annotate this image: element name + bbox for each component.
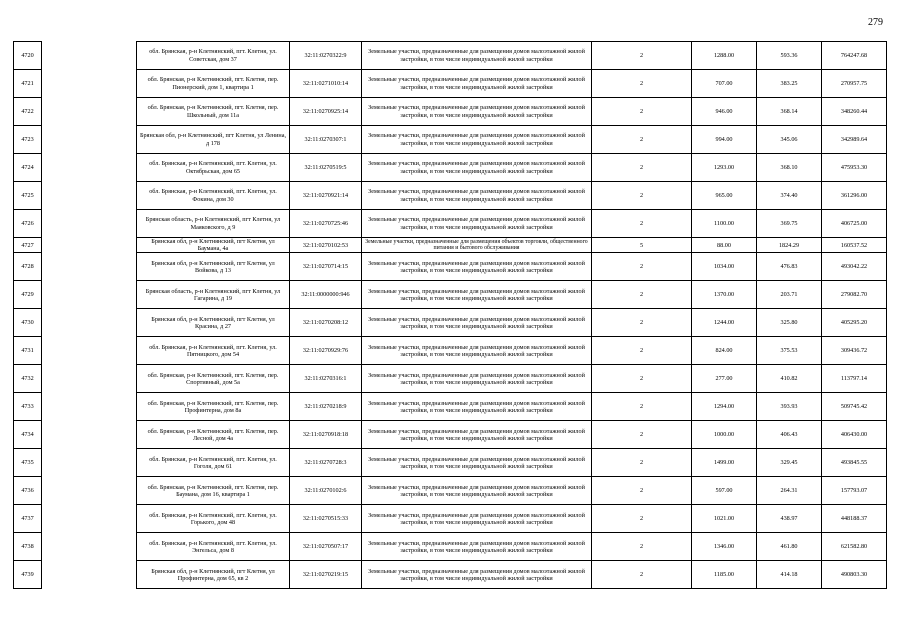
cadastral-value-cell: 157793.07 xyxy=(822,477,887,505)
area-cell: 824.00 xyxy=(692,337,757,365)
address-cell: Брянская обл, р-н Клетнянский, пгт Клетня, ул Красина, д 27 xyxy=(137,309,290,337)
cadastral-value-cell: 475953.30 xyxy=(822,154,887,182)
cadastral-value-cell: 406430.00 xyxy=(822,421,887,449)
cadastral-value-cell: 493042.22 xyxy=(822,253,887,281)
specific-value-cell: 264.31 xyxy=(757,477,822,505)
specific-value-cell: 369.75 xyxy=(757,210,822,238)
group-cell: 2 xyxy=(592,42,692,70)
group-cell: 2 xyxy=(592,449,692,477)
cadastral-value-cell: 342989.64 xyxy=(822,126,887,154)
table-row xyxy=(14,253,887,281)
cadastral-value-cell: 160537.52 xyxy=(822,238,887,253)
cadastral-number-cell: 32:11:0270725:46 xyxy=(290,210,362,238)
specific-value-cell: 368.14 xyxy=(757,98,822,126)
area-cell: 88.00 xyxy=(692,238,757,253)
address-cell: обл. Брянская, р-н Клетнянский, пгт. Клетня, пер. Баумана, дом 16, квартира 1 xyxy=(137,477,290,505)
blank-cell xyxy=(42,505,137,533)
address-cell: обл. Брянская, р-н Клетнянский, пгт. Клетня, пер. Пионерский, дом 1, квартира 1 xyxy=(137,70,290,98)
blank-cell xyxy=(42,154,137,182)
cadastral-number-cell: 32:11:0270322:9 xyxy=(290,42,362,70)
address-cell: обл. Брянская, р-н Клетнянский, пгт. Клетня, ул. Октябрьская, дом 65 xyxy=(137,154,290,182)
cadastral-value-cell: 270957.75 xyxy=(822,70,887,98)
table-row xyxy=(14,365,887,393)
land-use-cell: Земельные участки, предназначенные для размещения объектов торговли, общественного питания и бытового обслуживания xyxy=(362,238,592,253)
area-cell: 1021.00 xyxy=(692,505,757,533)
specific-value-cell: 438.97 xyxy=(757,505,822,533)
table-row xyxy=(14,477,887,505)
specific-value-cell: 345.06 xyxy=(757,126,822,154)
area-cell: 1244.00 xyxy=(692,309,757,337)
cadastral-number-cell: 32:11:0270728:3 xyxy=(290,449,362,477)
cadastral-number-cell: 32:11:0270921:14 xyxy=(290,182,362,210)
area-cell: 965.00 xyxy=(692,182,757,210)
land-use-cell: Земельные участки, предназначенные для размещения домов малоэтажной жилой застройки, в том числе индивидуальной жилой застройки xyxy=(362,449,592,477)
area-cell: 1185.00 xyxy=(692,561,757,589)
address-cell: Брянская обл, р-н Клетнянский, пгт Клетня, ул Профинтерна, дом 65, кв 2 xyxy=(137,561,290,589)
table-row xyxy=(14,561,887,589)
land-use-cell: Земельные участки, предназначенные для размещения домов малоэтажной жилой застройки, в том числе индивидуальной жилой застройки xyxy=(362,505,592,533)
cadastral-value-cell: 490803.30 xyxy=(822,561,887,589)
cadastral-value-cell: 764247.68 xyxy=(822,42,887,70)
area-cell: 1000.00 xyxy=(692,421,757,449)
area-cell: 1288.00 xyxy=(692,42,757,70)
row-number: 4722 xyxy=(14,98,42,126)
table-row xyxy=(14,126,887,154)
blank-cell xyxy=(42,449,137,477)
address-cell: обл. Брянская, р-н Клетнянский, пгт. Клетня, ул. Фокина, дом 30 xyxy=(137,182,290,210)
row-number: 4737 xyxy=(14,505,42,533)
table-row xyxy=(14,393,887,421)
group-cell: 2 xyxy=(592,421,692,449)
address-cell: Брянская обл, р-н Клетнянский, пгт Клетня, ул Баумана, 4а xyxy=(137,238,290,253)
table-row xyxy=(14,421,887,449)
row-number: 4723 xyxy=(14,126,42,154)
group-cell: 2 xyxy=(592,182,692,210)
cadastral-value-cell: 406725.00 xyxy=(822,210,887,238)
area-cell: 1034.00 xyxy=(692,253,757,281)
row-number: 4738 xyxy=(14,533,42,561)
blank-cell xyxy=(42,42,137,70)
address-cell: обл. Брянская, р-н Клетнянский, пгт. Клетня, пер. Школьный, дом 11а xyxy=(137,98,290,126)
cadastral-value-cell: 448188.37 xyxy=(822,505,887,533)
group-cell: 2 xyxy=(592,281,692,309)
group-cell: 2 xyxy=(592,561,692,589)
specific-value-cell: 329.45 xyxy=(757,449,822,477)
table-row xyxy=(14,337,887,365)
table-row xyxy=(14,154,887,182)
area-cell: 994.00 xyxy=(692,126,757,154)
cadastral-number-cell: 32:11:0270208:12 xyxy=(290,309,362,337)
specific-value-cell: 375.53 xyxy=(757,337,822,365)
group-cell: 2 xyxy=(592,393,692,421)
address-cell: обл. Брянская, р-н Клетнянский, пгт. Клетня, ул. Советская, дом 37 xyxy=(137,42,290,70)
cadastral-value-cell: 348260.44 xyxy=(822,98,887,126)
row-number: 4721 xyxy=(14,70,42,98)
land-use-cell: Земельные участки, предназначенные для размещения домов малоэтажной жилой застройки, в том числе индивидуальной жилой застройки xyxy=(362,98,592,126)
blank-cell xyxy=(42,238,137,253)
cadastral-number-cell: 32:11:0270307:1 xyxy=(290,126,362,154)
specific-value-cell: 410.82 xyxy=(757,365,822,393)
row-number: 4720 xyxy=(14,42,42,70)
blank-cell xyxy=(42,365,137,393)
land-use-cell: Земельные участки, предназначенные для размещения домов малоэтажной жилой застройки, в том числе индивидуальной жилой застройки xyxy=(362,70,592,98)
cadastral-number-cell: 32:11:0000000:946 xyxy=(290,281,362,309)
table-body xyxy=(14,42,887,589)
group-cell: 2 xyxy=(592,337,692,365)
area-cell: 597.00 xyxy=(692,477,757,505)
specific-value-cell: 368.10 xyxy=(757,154,822,182)
area-cell: 1294.00 xyxy=(692,393,757,421)
blank-cell xyxy=(42,210,137,238)
row-number: 4739 xyxy=(14,561,42,589)
specific-value-cell: 476.83 xyxy=(757,253,822,281)
land-use-cell: Земельные участки, предназначенные для размещения домов малоэтажной жилой застройки, в том числе индивидуальной жилой застройки xyxy=(362,421,592,449)
land-use-cell: Земельные участки, предназначенные для размещения домов малоэтажной жилой застройки, в том числе индивидуальной жилой застройки xyxy=(362,337,592,365)
group-cell: 2 xyxy=(592,210,692,238)
cadastral-value-cell: 493845.55 xyxy=(822,449,887,477)
table-row xyxy=(14,210,887,238)
land-use-cell: Земельные участки, предназначенные для размещения домов малоэтажной жилой застройки, в том числе индивидуальной жилой застройки xyxy=(362,309,592,337)
address-cell: обл. Брянская, р-н Клетнянский, пгт. Клетня, пер. Спортивный, дом 5а xyxy=(137,365,290,393)
group-cell: 2 xyxy=(592,98,692,126)
blank-cell xyxy=(42,70,137,98)
cadastral-value-cell: 509745.42 xyxy=(822,393,887,421)
specific-value-cell: 374.40 xyxy=(757,182,822,210)
cadastral-number-cell: 32:11:0270929:76 xyxy=(290,337,362,365)
cadastral-value-cell: 279082.70 xyxy=(822,281,887,309)
row-number: 4731 xyxy=(14,337,42,365)
cadastral-value-cell: 405295.20 xyxy=(822,309,887,337)
blank-cell xyxy=(42,337,137,365)
cadastral-number-cell: 32:11:0270218:9 xyxy=(290,393,362,421)
address-cell: обл. Брянская, р-н Клетнянский, пгт. Клетня, ул. Пятницкого, дом 54 xyxy=(137,337,290,365)
address-cell: Брянская область, р-н Клетнянский, пгт Клетня, ул Маяковского, д 9 xyxy=(137,210,290,238)
blank-cell xyxy=(42,477,137,505)
blank-cell xyxy=(42,126,137,154)
address-cell: Брянская обл, р-н Клетнянский, пгт Клетня, ул Войкова, д 13 xyxy=(137,253,290,281)
address-cell: обл. Брянская, р-н Клетнянский, пгт. Клетня, ул. Энгельса, дом 8 xyxy=(137,533,290,561)
land-use-cell: Земельные участки, предназначенные для размещения домов малоэтажной жилой застройки, в том числе индивидуальной жилой застройки xyxy=(362,281,592,309)
land-use-cell: Земельные участки, предназначенные для размещения домов малоэтажной жилой застройки, в том числе индивидуальной жилой застройки xyxy=(362,393,592,421)
specific-value-cell: 593.36 xyxy=(757,42,822,70)
row-number: 4725 xyxy=(14,182,42,210)
group-cell: 2 xyxy=(592,309,692,337)
address-cell: обл. Брянская, р-н Клетнянский, пгт. Клетня, ул. Горького, дом 48 xyxy=(137,505,290,533)
cadastral-number-cell: 32:11:0270316:1 xyxy=(290,365,362,393)
blank-cell xyxy=(42,182,137,210)
blank-cell xyxy=(42,533,137,561)
group-cell: 2 xyxy=(592,505,692,533)
page-number: 279 xyxy=(868,17,883,28)
land-use-cell: Земельные участки, предназначенные для размещения домов малоэтажной жилой застройки, в том числе индивидуальной жилой застройки xyxy=(362,253,592,281)
area-cell: 1499.00 xyxy=(692,449,757,477)
area-cell: 1370.00 xyxy=(692,281,757,309)
row-number: 4726 xyxy=(14,210,42,238)
blank-cell xyxy=(42,561,137,589)
blank-cell xyxy=(42,421,137,449)
row-number: 4730 xyxy=(14,309,42,337)
address-cell: обл. Брянская, р-н Клетнянский, пгт. Клетня, пер. Профинтерна, дом 8а xyxy=(137,393,290,421)
table-row xyxy=(14,505,887,533)
specific-value-cell: 1824.29 xyxy=(757,238,822,253)
land-use-cell: Земельные участки, предназначенные для размещения домов малоэтажной жилой застройки, в том числе индивидуальной жилой застройки xyxy=(362,182,592,210)
row-number: 4735 xyxy=(14,449,42,477)
table-row xyxy=(14,309,887,337)
group-cell: 5 xyxy=(592,238,692,253)
blank-cell xyxy=(42,393,137,421)
group-cell: 2 xyxy=(592,533,692,561)
area-cell: 707.00 xyxy=(692,70,757,98)
cadastral-number-cell: 32:11:0270515:33 xyxy=(290,505,362,533)
area-cell: 1293.00 xyxy=(692,154,757,182)
specific-value-cell: 203.71 xyxy=(757,281,822,309)
land-use-cell: Земельные участки, предназначенные для размещения домов малоэтажной жилой застройки, в том числе индивидуальной жилой застройки xyxy=(362,561,592,589)
area-cell: 1346.00 xyxy=(692,533,757,561)
cadastral-number-cell: 32:11:0270925:14 xyxy=(290,98,362,126)
land-plot-table xyxy=(13,41,887,589)
cadastral-number-cell: 32:11:0270918:18 xyxy=(290,421,362,449)
row-number: 4732 xyxy=(14,365,42,393)
blank-cell xyxy=(42,309,137,337)
group-cell: 2 xyxy=(592,253,692,281)
cadastral-value-cell: 361296.00 xyxy=(822,182,887,210)
table-row xyxy=(14,238,887,253)
cadastral-value-cell: 621582.80 xyxy=(822,533,887,561)
cadastral-number-cell: 32:11:0270519:5 xyxy=(290,154,362,182)
row-number: 4734 xyxy=(14,421,42,449)
address-cell: обл. Брянская, р-н Клетнянский, пгт. Клетня, пер. Лесной, дом 4а xyxy=(137,421,290,449)
group-cell: 2 xyxy=(592,126,692,154)
area-cell: 1100.00 xyxy=(692,210,757,238)
row-number: 4724 xyxy=(14,154,42,182)
row-number: 4728 xyxy=(14,253,42,281)
address-cell: Брянская обл, р-н Клетнянский, пгт Клетня, ул Ленина, д 178 xyxy=(137,126,290,154)
row-number: 4733 xyxy=(14,393,42,421)
cadastral-value-cell: 309436.72 xyxy=(822,337,887,365)
cadastral-number-cell: 32:11:0270102:53 xyxy=(290,238,362,253)
group-cell: 2 xyxy=(592,477,692,505)
group-cell: 2 xyxy=(592,154,692,182)
cadastral-number-cell: 32:11:0271010:14 xyxy=(290,70,362,98)
table-row xyxy=(14,98,887,126)
group-cell: 2 xyxy=(592,365,692,393)
table-row xyxy=(14,182,887,210)
specific-value-cell: 325.80 xyxy=(757,309,822,337)
land-use-cell: Земельные участки, предназначенные для размещения домов малоэтажной жилой застройки, в том числе индивидуальной жилой застройки xyxy=(362,533,592,561)
table-row xyxy=(14,42,887,70)
address-cell: Брянская область, р-н Клетнянский, пгт Клетня, ул Гагарина, д 19 xyxy=(137,281,290,309)
land-use-cell: Земельные участки, предназначенные для размещения домов малоэтажной жилой застройки, в том числе индивидуальной жилой застройки xyxy=(362,365,592,393)
area-cell: 277.00 xyxy=(692,365,757,393)
land-use-cell: Земельные участки, предназначенные для размещения домов малоэтажной жилой застройки, в том числе индивидуальной жилой застройки xyxy=(362,477,592,505)
table-row xyxy=(14,533,887,561)
blank-cell xyxy=(42,98,137,126)
specific-value-cell: 414.18 xyxy=(757,561,822,589)
row-number: 4736 xyxy=(14,477,42,505)
row-number: 4727 xyxy=(14,238,42,253)
blank-cell xyxy=(42,253,137,281)
table-row xyxy=(14,449,887,477)
cadastral-number-cell: 32:11:0270507:17 xyxy=(290,533,362,561)
specific-value-cell: 406.43 xyxy=(757,421,822,449)
specific-value-cell: 383.25 xyxy=(757,70,822,98)
cadastral-number-cell: 32:11:0270102:6 xyxy=(290,477,362,505)
land-use-cell: Земельные участки, предназначенные для размещения домов малоэтажной жилой застройки, в том числе индивидуальной жилой застройки xyxy=(362,42,592,70)
row-number: 4729 xyxy=(14,281,42,309)
land-use-cell: Земельные участки, предназначенные для размещения домов малоэтажной жилой застройки, в том числе индивидуальной жилой застройки xyxy=(362,154,592,182)
land-use-cell: Земельные участки, предназначенные для размещения домов малоэтажной жилой застройки, в том числе индивидуальной жилой застройки xyxy=(362,126,592,154)
group-cell: 2 xyxy=(592,70,692,98)
address-cell: обл. Брянская, р-н Клетнянский, пгт. Клетня, ул. Гоголя, дом 61 xyxy=(137,449,290,477)
area-cell: 946.00 xyxy=(692,98,757,126)
table-row xyxy=(14,70,887,98)
specific-value-cell: 461.80 xyxy=(757,533,822,561)
cadastral-number-cell: 32:11:0270219:15 xyxy=(290,561,362,589)
cadastral-number-cell: 32:11:0270714:15 xyxy=(290,253,362,281)
specific-value-cell: 393.93 xyxy=(757,393,822,421)
land-use-cell: Земельные участки, предназначенные для размещения домов малоэтажной жилой застройки, в том числе индивидуальной жилой застройки xyxy=(362,210,592,238)
cadastral-value-cell: 113797.14 xyxy=(822,365,887,393)
blank-cell xyxy=(42,281,137,309)
table-row xyxy=(14,281,887,309)
